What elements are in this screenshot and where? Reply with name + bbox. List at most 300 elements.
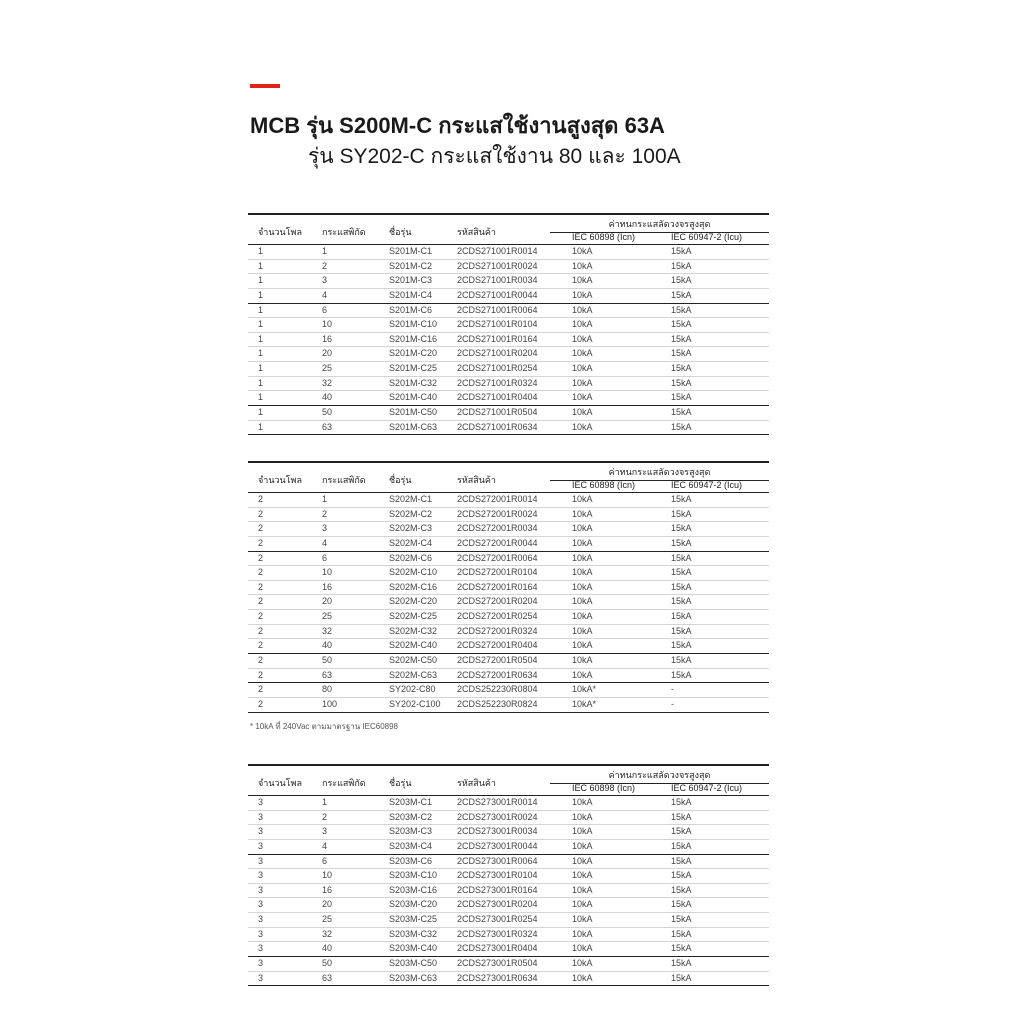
poles-cell: 3	[258, 884, 264, 895]
icn-cell: 10kA	[572, 289, 593, 300]
icu-cell: 15kA	[671, 260, 692, 271]
rated-current-cell: 32	[322, 928, 333, 939]
icu-cell: 15kA	[671, 275, 692, 286]
rated-current-cell: 50	[322, 958, 333, 969]
icn-cell: 10kA	[572, 567, 593, 578]
icn-cell: 10kA	[572, 407, 593, 418]
icu-cell: 15kA	[671, 669, 692, 680]
poles-cell: 1	[258, 333, 264, 344]
icu-cell: 15kA	[671, 523, 692, 534]
icu-cell: 15kA	[671, 348, 692, 359]
icu-cell: 15kA	[671, 392, 692, 403]
header-model: ชื่อรุ่น	[389, 227, 412, 237]
table-row	[248, 552, 769, 567]
product-code-cell: 2CDS272001R0254	[457, 611, 538, 622]
model-cell: S203M-C32	[389, 928, 438, 939]
poles-cell: 1	[258, 304, 264, 315]
product-code-cell: 2CDS271001R0014	[457, 246, 538, 256]
table-row	[248, 972, 769, 987]
rated-current-cell: 16	[322, 333, 333, 344]
icn-cell: 10kA	[572, 421, 593, 432]
page-title: MCB รุ่น S200M-C กระแสใช้งานสูงสุด 63A	[250, 113, 665, 138]
header-breaking-capacity: ค่าทนกระแสลัดวงจรสูงสุด	[550, 465, 769, 481]
icn-cell: 10kA	[572, 275, 593, 286]
header-model: ชื่อรุ่น	[389, 778, 412, 788]
table-row	[248, 260, 769, 275]
product-code-cell: 2CDS273001R0204	[457, 899, 538, 910]
red-accent-bar	[250, 84, 280, 88]
rated-current-cell: 3	[322, 275, 328, 286]
poles-cell: 3	[258, 899, 264, 910]
rated-current-cell: 50	[322, 407, 333, 418]
poles-cell: 2	[258, 552, 264, 563]
poles-cell: 1	[258, 348, 264, 359]
icu-cell: 15kA	[671, 958, 692, 969]
header-iec60898: IEC 60898 (Icn)	[572, 232, 636, 242]
icu-cell: 15kA	[671, 611, 692, 622]
model-cell: S202M-C25	[389, 611, 438, 622]
table-row	[248, 884, 769, 899]
header-poles: จำนวนโพล	[258, 227, 302, 237]
header-product-code: รหัสสินค้า	[457, 778, 496, 788]
model-cell: S203M-C6	[389, 855, 433, 866]
model-cell: S202M-C20	[389, 596, 438, 607]
icu-cell: 15kA	[671, 363, 692, 374]
icn-cell: 10kA	[572, 928, 593, 939]
icu-cell: 15kA	[671, 304, 692, 315]
table-row	[248, 654, 769, 669]
table-row	[248, 347, 769, 362]
model-cell: S203M-C25	[389, 914, 438, 925]
header-rated-current: กระแสพิกัด	[322, 475, 366, 485]
rated-current-cell: 16	[322, 884, 333, 895]
product-code-cell: 2CDS272001R0044	[457, 537, 538, 548]
table-row	[248, 595, 769, 610]
poles-cell: 1	[258, 392, 264, 403]
model-cell: S201M-C63	[389, 421, 438, 432]
icn-cell: 10kA	[572, 972, 593, 983]
icu-cell: 15kA	[671, 567, 692, 578]
icn-cell: 10kA	[572, 640, 593, 651]
product-code-cell: 2CDS271001R0404	[457, 392, 538, 403]
icn-cell: 10kA	[572, 581, 593, 592]
table-row	[248, 928, 769, 943]
header-rated-current: กระแสพิกัด	[322, 778, 366, 788]
rated-current-cell: 32	[322, 625, 333, 636]
product-code-cell: 2CDS272001R0014	[457, 494, 538, 504]
product-code-cell: 2CDS273001R0014	[457, 797, 538, 807]
icu-cell: 15kA	[671, 928, 692, 939]
icu-cell: 15kA	[671, 640, 692, 651]
product-code-cell: 2CDS272001R0204	[457, 596, 538, 607]
icn-cell: 10kA	[572, 855, 593, 866]
product-code-cell: 2CDS273001R0634	[457, 972, 538, 983]
icn-cell: 10kA	[572, 552, 593, 563]
model-cell: S203M-C16	[389, 884, 438, 895]
rated-current-cell: 100	[322, 698, 338, 709]
icn-cell: 10kA	[572, 319, 593, 330]
icu-cell: -	[671, 698, 674, 709]
header-model: ชื่อรุ่น	[389, 475, 412, 485]
model-cell: S201M-C4	[389, 289, 433, 300]
rated-current-cell: 2	[322, 811, 328, 822]
table-row	[248, 869, 769, 884]
table-header	[248, 215, 769, 245]
icu-cell: 15kA	[671, 870, 692, 881]
table-header	[248, 463, 769, 493]
table-row	[248, 840, 769, 855]
icn-cell: 10kA	[572, 669, 593, 680]
icu-cell: 15kA	[671, 246, 692, 256]
model-cell: S202M-C16	[389, 581, 438, 592]
icu-cell: 15kA	[671, 289, 692, 300]
poles-cell: 2	[258, 581, 264, 592]
product-code-cell: 2CDS252230R0824	[457, 698, 538, 709]
product-code-cell: 2CDS273001R0034	[457, 826, 538, 837]
poles-cell: 3	[258, 811, 264, 822]
icn-cell: 10kA	[572, 840, 593, 851]
header-product-code: รหัสสินค้า	[457, 475, 496, 485]
rated-current-cell: 20	[322, 899, 333, 910]
poles-cell: 3	[258, 870, 264, 881]
icn-cell: 10kA	[572, 246, 593, 256]
product-code-cell: 2CDS272001R0164	[457, 581, 538, 592]
model-cell: S203M-C63	[389, 972, 438, 983]
table-header	[248, 766, 769, 796]
rated-current-cell: 25	[322, 611, 333, 622]
poles-cell: 1	[258, 260, 264, 271]
rated-current-cell: 2	[322, 260, 328, 271]
header-iec60898: IEC 60898 (Icn)	[572, 783, 636, 793]
model-cell: S202M-C63	[389, 669, 438, 680]
header-poles: จำนวนโพล	[258, 778, 302, 788]
table-row	[248, 245, 769, 260]
icn-cell: 10kA	[572, 377, 593, 388]
rated-current-cell: 40	[322, 640, 333, 651]
icu-cell: 15kA	[671, 811, 692, 822]
product-code-cell: 2CDS271001R0324	[457, 377, 538, 388]
header-breaking-capacity-group	[550, 766, 769, 795]
table-row	[248, 957, 769, 972]
model-cell: S201M-C10	[389, 319, 438, 330]
rated-current-cell: 1	[322, 246, 328, 256]
icu-cell: 15kA	[671, 855, 692, 866]
poles-cell: 2	[258, 537, 264, 548]
rated-current-cell: 4	[322, 537, 328, 548]
poles-cell: 1	[258, 377, 264, 388]
icu-cell: 15kA	[671, 319, 692, 330]
model-cell: S202M-C4	[389, 537, 433, 548]
product-code-cell: 2CDS271001R0164	[457, 333, 538, 344]
model-cell: S201M-C25	[389, 363, 438, 374]
product-code-cell: 2CDS271001R0104	[457, 319, 538, 330]
product-code-cell: 2CDS271001R0064	[457, 304, 538, 315]
model-cell: S201M-C2	[389, 260, 433, 271]
icu-cell: 15kA	[671, 407, 692, 418]
model-cell: S203M-C4	[389, 840, 433, 851]
icu-cell: 15kA	[671, 596, 692, 607]
poles-cell: 1	[258, 246, 264, 256]
product-code-cell: 2CDS252230R0804	[457, 684, 538, 695]
poles-cell: 2	[258, 567, 264, 578]
product-code-cell: 2CDS271001R0024	[457, 260, 538, 271]
model-cell: S201M-C16	[389, 333, 438, 344]
icn-cell: 10kA	[572, 348, 593, 359]
product-code-cell: 2CDS273001R0104	[457, 870, 538, 881]
model-cell: S203M-C2	[389, 811, 433, 822]
model-cell: S202M-C6	[389, 552, 433, 563]
poles-cell: 3	[258, 943, 264, 954]
header-iec60947: IEC 60947-2 (Icu)	[671, 232, 743, 242]
icn-cell: 10kA	[572, 899, 593, 910]
model-cell: S201M-C40	[389, 392, 438, 403]
poles-cell: 3	[258, 928, 264, 939]
table-row	[248, 537, 769, 552]
icn-cell: 10kA	[572, 523, 593, 534]
product-code-cell: 2CDS273001R0064	[457, 855, 538, 866]
poles-cell: 2	[258, 523, 264, 534]
product-code-cell: 2CDS271001R0504	[457, 407, 538, 418]
table-row	[248, 508, 769, 523]
product-code-cell: 2CDS272001R0104	[457, 567, 538, 578]
rated-current-cell: 32	[322, 377, 333, 388]
table-row	[248, 566, 769, 581]
icn-cell: 10kA	[572, 537, 593, 548]
table-row	[248, 796, 769, 811]
model-cell: S202M-C40	[389, 640, 438, 651]
model-cell: S201M-C1	[389, 246, 433, 256]
poles-cell: 2	[258, 669, 264, 680]
poles-cell: 1	[258, 363, 264, 374]
icu-cell: 15kA	[671, 943, 692, 954]
table-row	[248, 610, 769, 625]
rated-current-cell: 4	[322, 840, 328, 851]
icu-cell: 15kA	[671, 655, 692, 666]
poles-cell: 3	[258, 797, 264, 807]
product-code-cell: 2CDS272001R0324	[457, 625, 538, 636]
poles-cell: 1	[258, 421, 264, 432]
table-row	[248, 362, 769, 377]
poles-cell: 2	[258, 640, 264, 651]
table-row	[248, 274, 769, 289]
header-product-code: รหัสสินค้า	[457, 227, 496, 237]
rated-current-cell: 2	[322, 508, 328, 519]
rated-current-cell: 63	[322, 669, 333, 680]
rated-current-cell: 1	[322, 797, 328, 807]
header-iec60947: IEC 60947-2 (Icu)	[671, 480, 743, 490]
icn-cell: 10kA	[572, 870, 593, 881]
model-cell: S202M-C32	[389, 625, 438, 636]
table-row	[248, 913, 769, 928]
poles-cell: 1	[258, 275, 264, 286]
icn-cell: 10kA	[572, 611, 593, 622]
table-row	[248, 698, 769, 713]
model-cell: S201M-C50	[389, 407, 438, 418]
product-code-cell: 2CDS271001R0204	[457, 348, 538, 359]
rated-current-cell: 3	[322, 523, 328, 534]
icn-cell: 10kA	[572, 958, 593, 969]
table-row	[248, 855, 769, 870]
header-iec60898: IEC 60898 (Icn)	[572, 480, 636, 490]
table-row	[248, 289, 769, 304]
rated-current-cell: 16	[322, 581, 333, 592]
header-breaking-capacity-group	[550, 215, 769, 244]
table-row	[248, 669, 769, 684]
product-code-cell: 2CDS273001R0024	[457, 811, 538, 822]
icu-cell: 15kA	[671, 899, 692, 910]
icn-cell: 10kA	[572, 625, 593, 636]
icu-cell: 15kA	[671, 377, 692, 388]
table-row	[248, 522, 769, 537]
product-code-cell: 2CDS271001R0034	[457, 275, 538, 286]
rated-current-cell: 1	[322, 494, 328, 504]
header-breaking-capacity: ค่าทนกระแสลัดวงจรสูงสุด	[550, 768, 769, 784]
product-code-cell: 2CDS272001R0064	[457, 552, 538, 563]
poles-cell: 2	[258, 611, 264, 622]
model-cell: S201M-C32	[389, 377, 438, 388]
icn-cell: 10kA	[572, 260, 593, 271]
model-cell: S203M-C40	[389, 943, 438, 954]
rated-current-cell: 63	[322, 972, 333, 983]
poles-cell: 1	[258, 319, 264, 330]
rated-current-cell: 10	[322, 567, 333, 578]
model-cell: S203M-C10	[389, 870, 438, 881]
table-row	[248, 942, 769, 957]
icn-cell: 10kA*	[572, 698, 597, 709]
icu-cell: 15kA	[671, 494, 692, 504]
icn-cell: 10kA	[572, 826, 593, 837]
rated-current-cell: 50	[322, 655, 333, 666]
table-row	[248, 377, 769, 392]
model-cell: S203M-C20	[389, 899, 438, 910]
table-2-pole	[248, 461, 769, 713]
icu-cell: 15kA	[671, 826, 692, 837]
product-code-cell: 2CDS272001R0024	[457, 508, 538, 519]
rated-current-cell: 6	[322, 304, 328, 315]
poles-cell: 2	[258, 494, 264, 504]
icn-cell: 10kA	[572, 797, 593, 807]
table-row	[248, 333, 769, 348]
product-code-cell: 2CDS271001R0254	[457, 363, 538, 374]
product-code-cell: 2CDS273001R0164	[457, 884, 538, 895]
model-cell: S202M-C50	[389, 655, 438, 666]
model-cell: S203M-C3	[389, 826, 433, 837]
icn-cell: 10kA	[572, 363, 593, 374]
table-row	[248, 825, 769, 840]
model-cell: SY202-C100	[389, 698, 441, 709]
icn-cell: 10kA	[572, 508, 593, 519]
poles-cell: 3	[258, 840, 264, 851]
product-code-cell: 2CDS271001R0044	[457, 289, 538, 300]
rated-current-cell: 40	[322, 943, 333, 954]
poles-cell: 2	[258, 596, 264, 607]
product-code-cell: 2CDS273001R0044	[457, 840, 538, 851]
poles-cell: 2	[258, 625, 264, 636]
product-code-cell: 2CDS271001R0634	[457, 421, 538, 432]
model-cell: S201M-C20	[389, 348, 438, 359]
table-row	[248, 683, 769, 698]
poles-cell: 3	[258, 914, 264, 925]
poles-cell: 2	[258, 655, 264, 666]
icn-cell: 10kA	[572, 811, 593, 822]
product-code-cell: 2CDS273001R0254	[457, 914, 538, 925]
model-cell: S202M-C2	[389, 508, 433, 519]
table-row	[248, 406, 769, 421]
product-code-cell: 2CDS272001R0504	[457, 655, 538, 666]
rated-current-cell: 80	[322, 684, 333, 695]
table-3-pole	[248, 764, 769, 986]
icu-cell: 15kA	[671, 508, 692, 519]
product-code-cell: 2CDS272001R0034	[457, 523, 538, 534]
poles-cell: 2	[258, 508, 264, 519]
model-cell: S203M-C1	[389, 797, 433, 807]
product-code-cell: 2CDS272001R0404	[457, 640, 538, 651]
icu-cell: -	[671, 684, 674, 695]
table-row	[248, 318, 769, 333]
table-row	[248, 898, 769, 913]
rated-current-cell: 25	[322, 363, 333, 374]
product-code-cell: 2CDS273001R0504	[457, 958, 538, 969]
rated-current-cell: 20	[322, 596, 333, 607]
table-row	[248, 811, 769, 826]
poles-cell: 1	[258, 289, 264, 300]
icu-cell: 15kA	[671, 421, 692, 432]
page-subtitle: รุ่น SY202-C กระแสใช้งาน 80 และ 100A	[308, 145, 681, 168]
icu-cell: 15kA	[671, 972, 692, 983]
header-breaking-capacity: ค่าทนกระแสลัดวงจรสูงสุด	[550, 217, 769, 233]
product-code-cell: 2CDS272001R0634	[457, 669, 538, 680]
header-iec60947: IEC 60947-2 (Icu)	[671, 783, 743, 793]
rated-current-cell: 10	[322, 870, 333, 881]
icu-cell: 15kA	[671, 884, 692, 895]
model-cell: S202M-C3	[389, 523, 433, 534]
footnote: * 10kA ที่ 240Vac ตามมาตรฐาน IEC60898	[250, 722, 399, 731]
table-1-pole	[248, 213, 769, 435]
rated-current-cell: 20	[322, 348, 333, 359]
poles-cell: 2	[258, 684, 264, 695]
icn-cell: 10kA	[572, 943, 593, 954]
poles-cell: 3	[258, 958, 264, 969]
header-poles: จำนวนโพล	[258, 475, 302, 485]
icn-cell: 10kA	[572, 884, 593, 895]
icn-cell: 10kA	[572, 914, 593, 925]
model-cell: SY202-C80	[389, 684, 436, 695]
model-cell: S202M-C1	[389, 494, 433, 504]
model-cell: S201M-C3	[389, 275, 433, 286]
table-row	[248, 304, 769, 319]
poles-cell: 2	[258, 698, 264, 709]
icn-cell: 10kA	[572, 304, 593, 315]
rated-current-cell: 4	[322, 289, 328, 300]
model-cell: S203M-C50	[389, 958, 438, 969]
icu-cell: 15kA	[671, 914, 692, 925]
table-row	[248, 639, 769, 654]
rated-current-cell: 3	[322, 826, 328, 837]
model-cell: S202M-C10	[389, 567, 438, 578]
table-row	[248, 421, 769, 436]
rated-current-cell: 6	[322, 855, 328, 866]
icn-cell: 10kA	[572, 333, 593, 344]
icu-cell: 15kA	[671, 625, 692, 636]
icu-cell: 15kA	[671, 797, 692, 807]
product-code-cell: 2CDS273001R0324	[457, 928, 538, 939]
icu-cell: 15kA	[671, 581, 692, 592]
rated-current-cell: 25	[322, 914, 333, 925]
rated-current-cell: 40	[322, 392, 333, 403]
header-breaking-capacity-group	[550, 463, 769, 492]
icu-cell: 15kA	[671, 552, 692, 563]
poles-cell: 1	[258, 407, 264, 418]
